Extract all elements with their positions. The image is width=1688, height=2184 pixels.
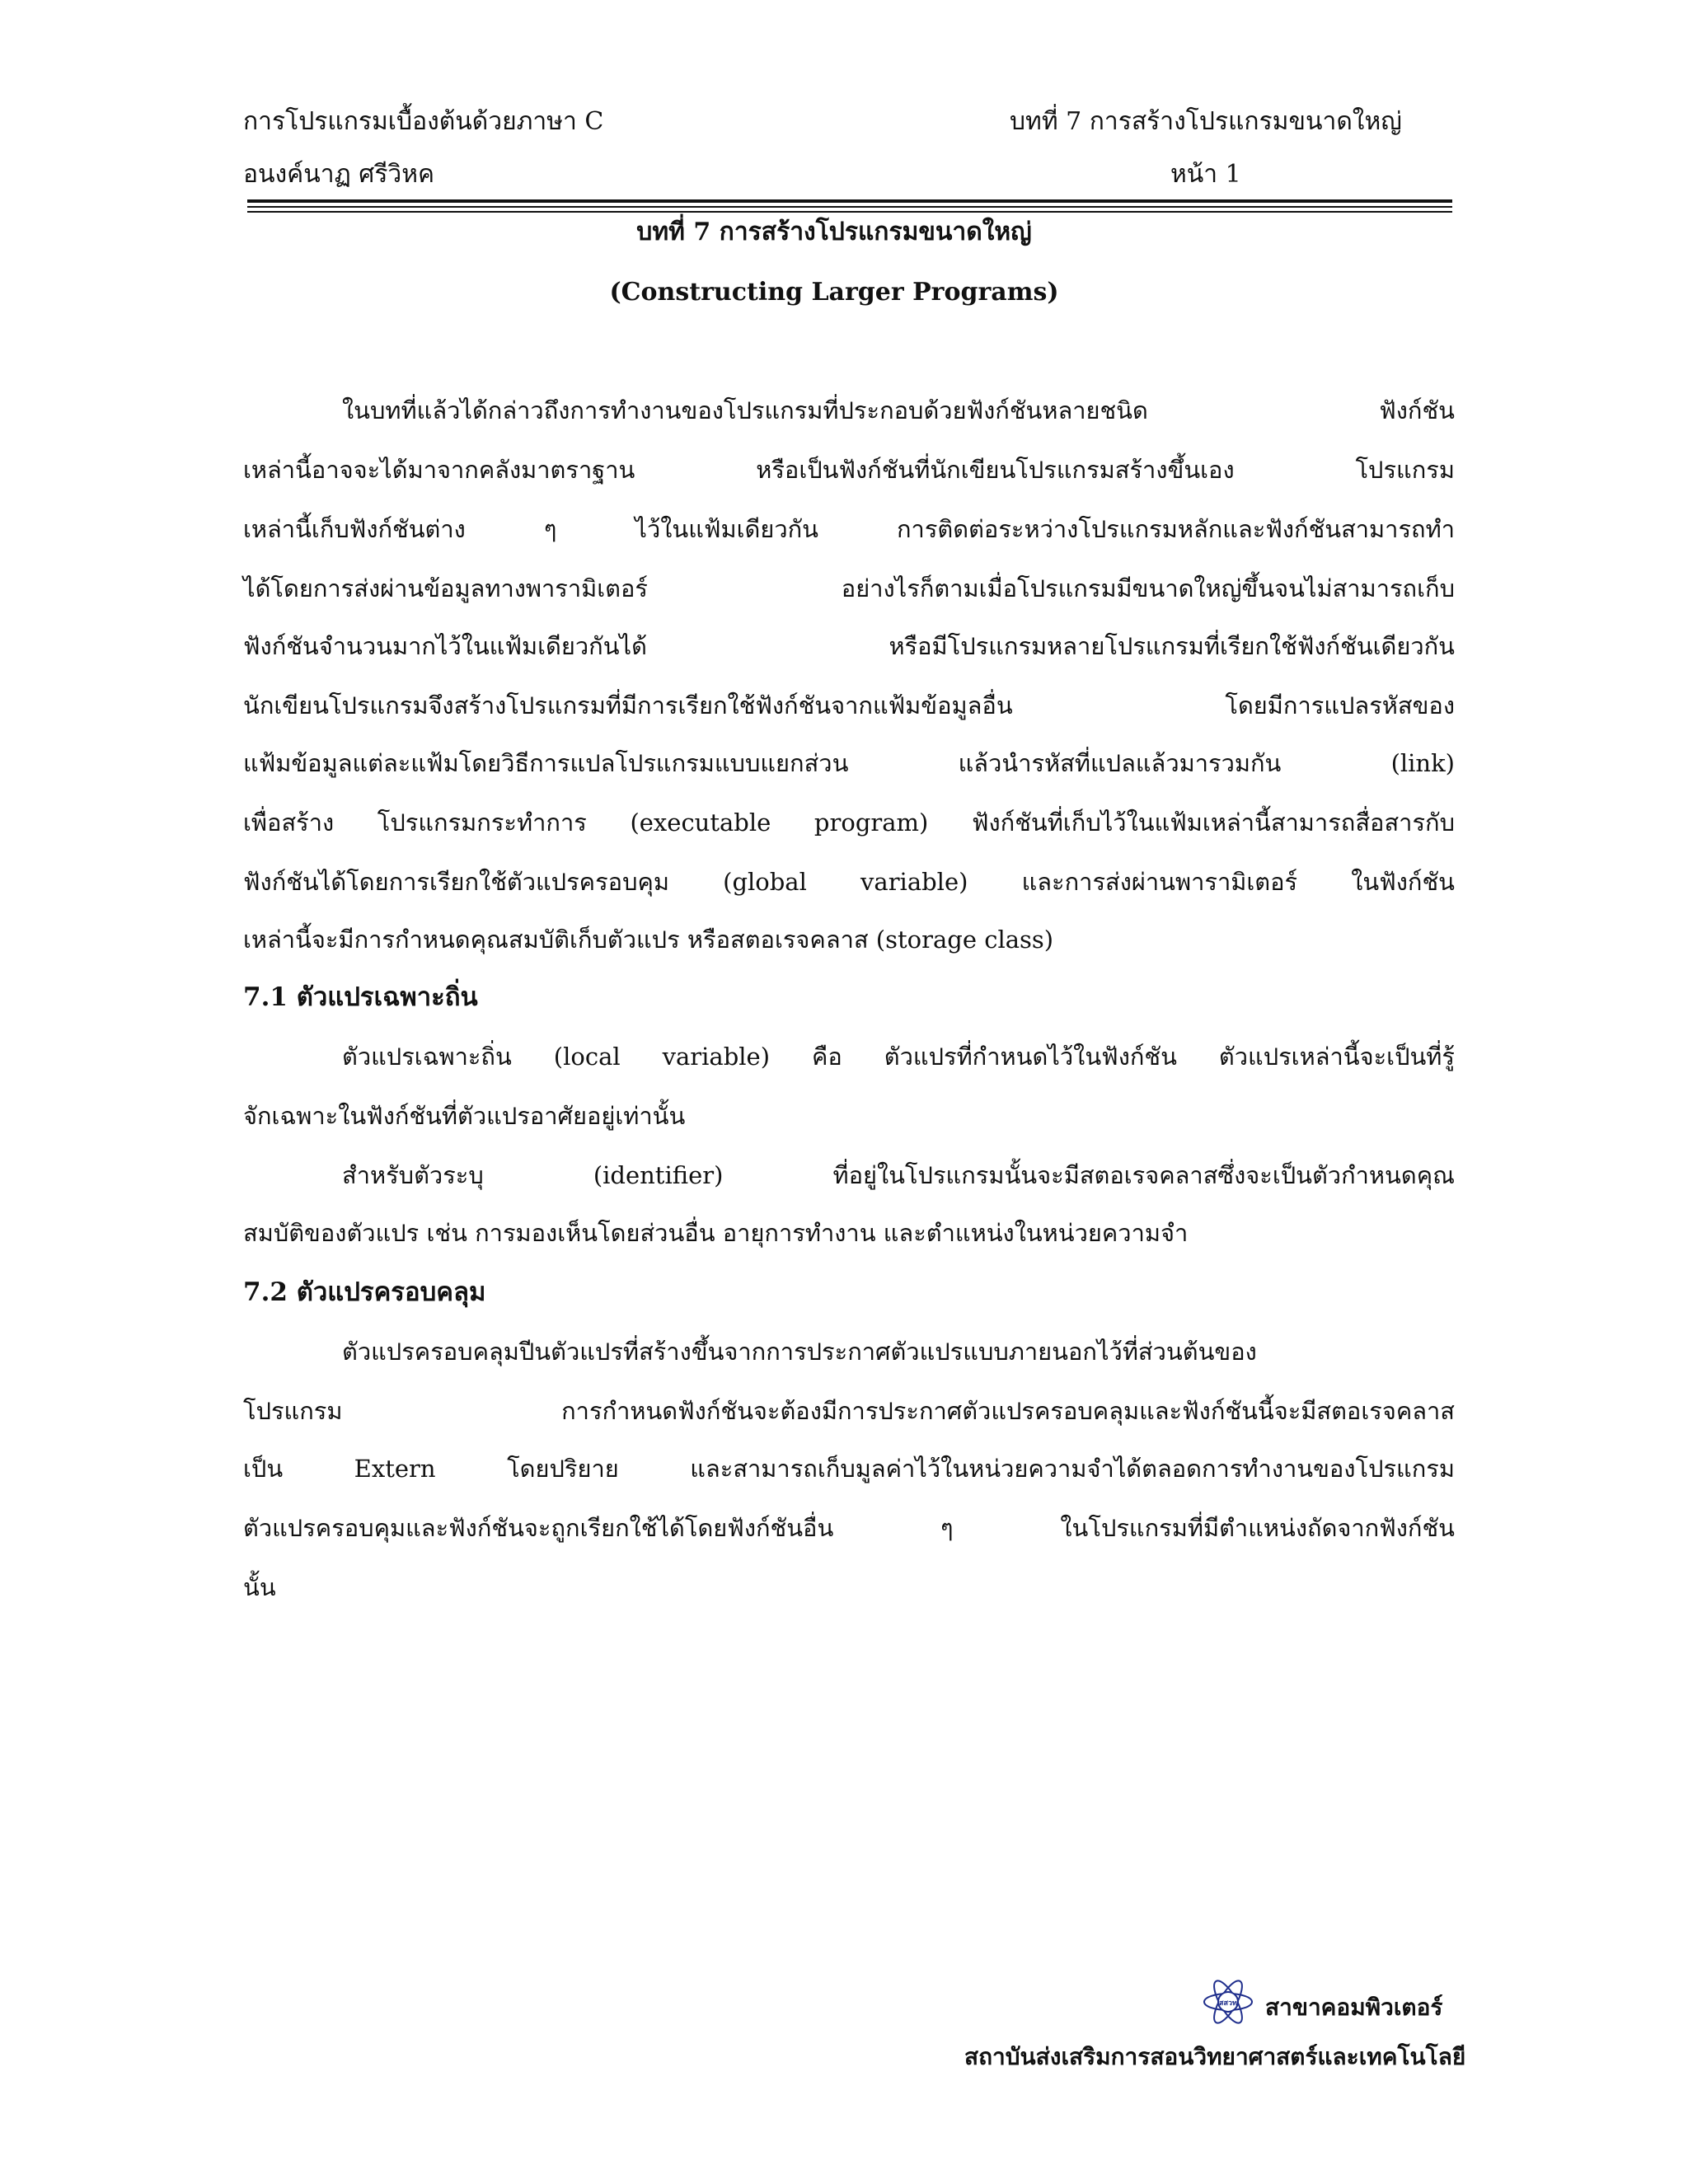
logo-text: สสวท [1219,1999,1237,2008]
intro-line: เหล่านี้อาจจะได้มาจากคลังมาตราฐาน หรือเป็นฟังก์ชันที่นักเขียนโปรแกรมสร้างขึ้นเอง โปรแกรม [243,456,1455,484]
book-title: การโปรแกรมเบื้องต้นด้วยภาษา C [243,107,604,136]
ipst-atom-logo-icon [1202,1978,1254,2026]
section-7-1-line: สำหรับตัวระบุ (identifier) ที่อยู่ในโปรแกรมนั้นจะมีสตอเรจคลาสซึ่งจะเป็นตัวกำหนดคุณ [342,1161,1455,1189]
intro-line: แฟ้มข้อมูลแต่ละแฟ้มโดยวิธีการแปลโปรแกรมแบบแยกส่วน แล้วนำรหัสที่แปลแล้วมารวมกัน (link) [243,749,1455,777]
chapter-label: บทที่ 7 การสร้างโปรแกรมขนาดใหญ่ [1010,107,1402,136]
footer-department: สาขาคอมพิวเตอร์ [1265,1994,1443,2021]
intro-line: นักเขียนโปรแกรมจึงสร้างโปรแกรมที่มีการเรียกใช้ฟังก์ชันจากแฟ้มข้อมูลอื่น โดยมีการแปลรหัสของ [243,691,1455,719]
section-7-1-line: จักเฉพาะในฟังก์ชันที่ตัวแปรอาศัยอยู่เท่านั้น [243,1102,686,1130]
section-7-2-line: โปรแกรม การกำหนดฟังก์ชันจะต้องมีการประกาศตัวแปรครอบคลุมและฟังก์ชันนี้จะมีสตอเรจคลาส [243,1397,1455,1425]
header-divider-thick [247,199,1452,203]
section-7-2-line: ตัวแปรครอบคลุมปีนตัวแปรที่สร้างขึ้นจากการประกาศตัวแปรแบบภายนอกไว้ที่ส่วนต้นของ [342,1338,1257,1366]
section-7-1-line: ตัวแปรเฉพาะถิ่น (local variable) คือ ตัวแปรที่กำหนดไว้ในฟังก์ชัน ตัวแปรเหล่านี้จะเป็นที่รู้ [342,1043,1455,1071]
chapter-title-english: (Constructing Larger Programs) [609,278,1059,307]
section-7-1-line: สมบัติของตัวแปร เช่น การมองเห็นโดยส่วนอื่น อายุการทำงาน และตำแหน่งในหน่วยความจำ [243,1219,1189,1247]
intro-line: เหล่านี้จะมีการกำหนดคุณสมบัติเก็บตัวแปร หรือสตอเรจคลาส (storage class) [243,926,1054,954]
chapter-title-thai: บทที่ 7 การสร้างโปรแกรมขนาดใหญ่ [636,218,1032,246]
header-divider-thin [247,206,1452,208]
intro-line: ฟังก์ชันจำนวนมากไว้ในแฟ้มเดียวกันได้ หรือมีโปรแกรมหลายโปรแกรมที่เรียกใช้ฟังก์ชันเดียวกัน [243,632,1455,660]
section-heading-7-1: 7.1 ตัวแปรเฉพาะถิ่น [243,982,478,1012]
header-divider-thin-2 [247,211,1452,213]
intro-line: เพื่อสร้าง โปรแกรมกระทำการ (executable program) ฟังก์ชันที่เก็บไว้ในแฟ้มเหล่านี้สามารถสื่อสารกับ [243,808,1455,837]
page-number: หน้า 1 [1170,160,1241,189]
section-7-2-line: เป็น Extern โดยปริยาย และสามารถเก็บมูลค่าไว้ในหน่วยความจำได้ตลอดการทำงานของโปรแกรม [243,1455,1455,1483]
intro-line: ในบทที่แล้วได้กล่าวถึงการทำงานของโปรแกรมที่ประกอบด้วยฟังก์ชันหลายชนิด ฟังก์ชัน [342,396,1455,424]
intro-line: ได้โดยการส่งผ่านข้อมูลทางพารามิเตอร์ อย่างไรก็ตามเมื่อโปรแกรมมีขนาดใหญ่ขึ้นจนไม่สามารถเก็บ [243,574,1455,602]
intro-line: เหล่านี้เก็บฟังก์ชันต่าง ๆ ไว้ในแฟ้มเดียวกัน การติดต่อระหว่างโปรแกรมหลักและฟังก์ชันสามารถทำ [243,515,1455,543]
section-7-2-line: นั้น [243,1573,276,1601]
section-heading-7-2: 7.2 ตัวแปรครอบคลุม [243,1277,486,1307]
footer-institute: สถาบันส่งเสริมการสอนวิทยาศาสตร์และเทคโนโลยี [964,2043,1466,2070]
section-7-2-line: ตัวแปรครอบคุมและฟังก์ชันจะถูกเรียกใช้ได้โดยฟังก์ชันอื่น ๆ ในโปรแกรมที่มีตำแหน่งถัดจากฟังก์ชัน [243,1514,1455,1542]
author-name: อนงค์นาฏ ศรีวิหค [243,160,435,189]
intro-line: ฟังก์ชันได้โดยการเรียกใช้ตัวแปรครอบคุม (global variable) และการส่งผ่านพารามิเตอร์ ในฟังก์ชัน [243,868,1455,896]
